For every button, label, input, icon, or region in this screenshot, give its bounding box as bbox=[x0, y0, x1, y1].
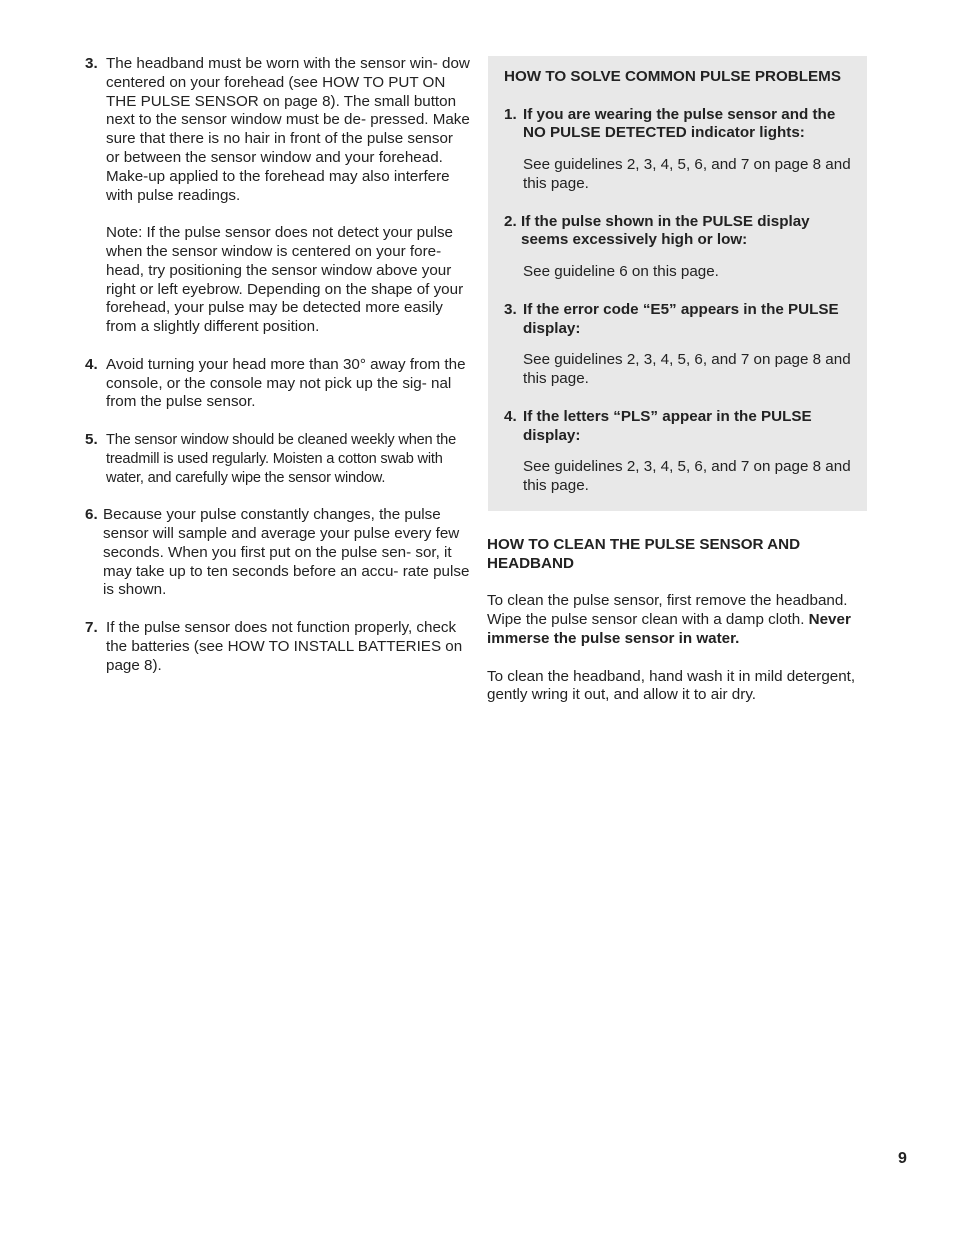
item-text: If the pulse sensor does not function properly, check the batteries (see HOW TO INSTALL BATTERIES on page 8). bbox=[106, 618, 463, 674]
guideline-5 bbox=[85, 431, 470, 487]
cleaning-paragraph-sensor bbox=[487, 592, 872, 648]
problem-number: 1. bbox=[504, 105, 517, 123]
problem-number: 2. bbox=[504, 212, 517, 230]
cleaning-warning: Never immerse the pulse sensor in water. bbox=[487, 611, 851, 647]
problem-question bbox=[504, 408, 851, 446]
item-text: The sensor window should be cleaned weekly when the treadmill is used regularly. Moisten a cotton swab with water, and carefully wipe the sensor window. bbox=[106, 431, 456, 486]
problem-answer: See guidelines 2, 3, 4, 5, 6, and 7 on page 8 and this page. bbox=[523, 458, 851, 495]
guideline-6 bbox=[85, 506, 470, 600]
item-text: Because your pulse constantly changes, the pulse sensor will sample and average your pulse every few seconds. When you first put on the pulse sen- sor, it may take up to ten seconds before an accu- rate pulse is shown. bbox=[103, 506, 470, 599]
problem-question bbox=[504, 213, 851, 251]
guideline-7 bbox=[85, 619, 470, 675]
problem-question-text: If the pulse shown in the PULSE display seems excessively high or low: bbox=[521, 212, 810, 249]
item-text: The headband must be worn with the sensor win- dow centered on your forehead (see HOW TO PUT ON THE PULSE SENSOR on page 8). The small button next to the sensor window must be de- pressed. Make sure that there is no hair in front of the pulse sensor or between the sensor window and your forehead. Make-up applied to the forehead may also interfere with pulse readings. bbox=[106, 55, 470, 204]
problem-question bbox=[504, 301, 851, 339]
box-title: HOW TO SOLVE COMMON PULSE PROBLEMS bbox=[504, 68, 841, 85]
guideline-4 bbox=[85, 356, 470, 412]
problem-question bbox=[504, 106, 851, 144]
section-heading: HOW TO CLEAN THE PULSE SENSOR AND HEADBAND bbox=[487, 536, 801, 572]
item-number: 7. bbox=[85, 618, 98, 636]
problem-number: 3. bbox=[504, 300, 517, 318]
problem-answer: See guidelines 2, 3, 4, 5, 6, and 7 on page 8 and this page. bbox=[523, 156, 851, 192]
problem-question-text: If the letters “PLS” appear in the PULSE display: bbox=[523, 407, 812, 444]
item-number: 6. bbox=[85, 506, 98, 524]
problem-answer: See guideline 6 on this page. bbox=[523, 263, 719, 281]
cleaning-section bbox=[487, 536, 872, 724]
item-note: Note: If the pulse sensor does not detect your pulse when the sensor window is centered on your fore- head, try positioning the sensor window above your right or left eyebrow. Depending on the shape of your forehead, your pulse may be detected more easily from a slightly different position. bbox=[106, 224, 464, 336]
item-text: Avoid turning your head more than 30° away from the console, or the console may not pick up the sig- nal from the pulse sensor. bbox=[106, 355, 466, 411]
problem-answer: See guidelines 2, 3, 4, 5, 6, and 7 on page 8 and this page. bbox=[523, 351, 851, 388]
cleaning-text: To clean the pulse sensor, first remove the headband. Wipe the pulse sensor clean with a damp cloth. bbox=[487, 592, 848, 629]
item-number: 4. bbox=[85, 355, 98, 373]
guideline-3 bbox=[85, 55, 470, 337]
problem-question-text: If the error code “E5” appears in the PULSE display: bbox=[523, 300, 839, 337]
item-number: 3. bbox=[85, 55, 98, 72]
left-column bbox=[85, 55, 470, 694]
cleaning-paragraph-headband: To clean the headband, hand wash it in mild detergent, gently wring it out, and allow it to air dry. bbox=[487, 667, 856, 704]
item-number: 5. bbox=[85, 430, 98, 448]
page-number: 9 bbox=[898, 1150, 907, 1167]
pulse-problems-box bbox=[488, 56, 867, 511]
problem-number: 4. bbox=[504, 407, 517, 425]
problem-question-text: If you are wearing the pulse sensor and the NO PULSE DETECTED indicator lights: bbox=[523, 105, 836, 142]
